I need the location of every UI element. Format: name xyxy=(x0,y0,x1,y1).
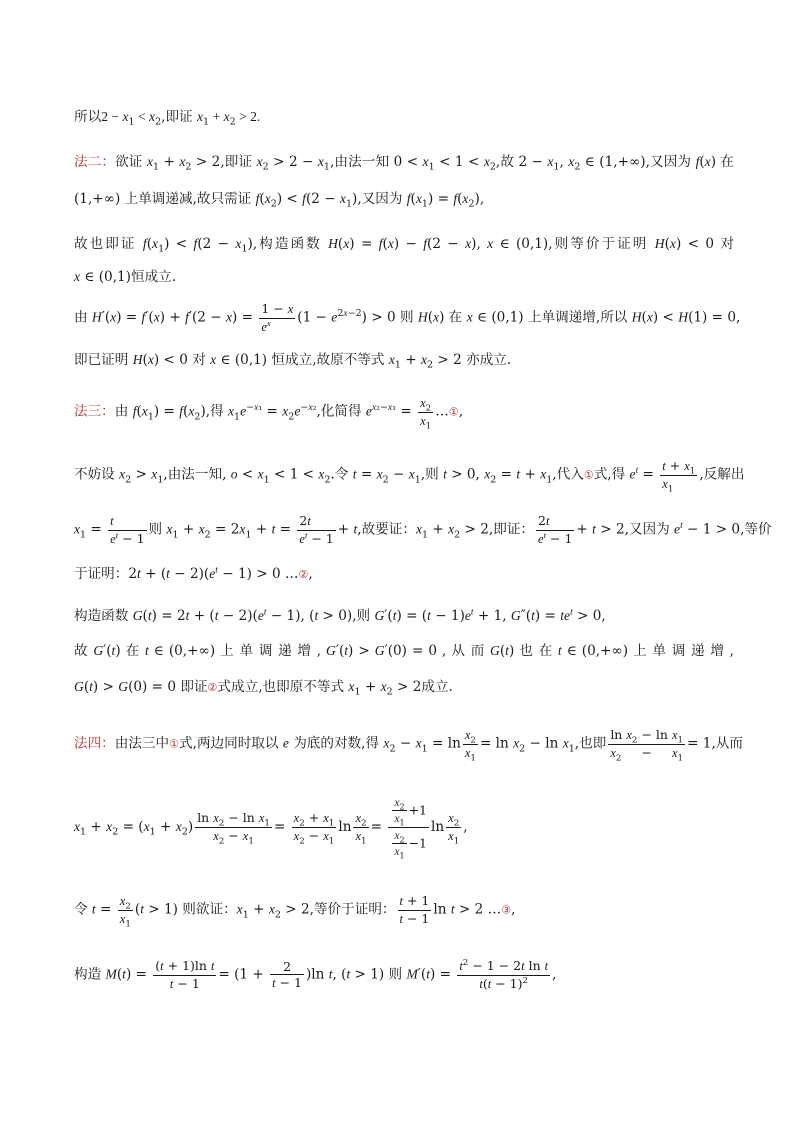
text-line-7a: 构造函数 $G(t) = 2t + (t - 2)(e^t - 1)$, (t > 0),则 $G'(t) = (t - 1)e^t + 1$, $G''(t) = te^t > 0$, xyxy=(74,607,606,624)
text-line-2a: 法二：欲证 $x_1 + x_2 > 2$,即证 $x_2 > 2 - x_1$,由法一知 $0 < x_1 < 1 < x_2$,故 $2 - x_1$, $x_2$ ∈ (1,+∞),又因为 f(x) 在 xyxy=(74,154,735,173)
text-line-3a: 故也即证 $f(x_1) < f(2 - x_1)$,构造函数 H(x) = f(x) − f(2 − x), x ∈ (0,1),则等价于证明 H(x) < 0 对 xyxy=(74,236,734,255)
fraction: $\frac{t + 1}{t - 1}$ xyxy=(399,893,430,926)
fraction: $\frac{\ln x_2 - \ln x_1}{x_2 - x_1}$ xyxy=(610,727,684,764)
text-line-1: 所以$2 - x_1 < x_2$,即证 $x_1 + x_2 > 2$. xyxy=(74,109,261,128)
fraction: $\frac{x_2}{x_1}$ xyxy=(355,811,367,847)
fraction: $\frac{x_2}{x_1}$ xyxy=(119,894,131,930)
method-two-label: 法二： xyxy=(74,154,116,170)
fraction: $\frac{x_2}{x_1}$ xyxy=(448,811,460,847)
text-line-5: 法三：由 $f(x_1) = f(x_2)$,得 $x_1e^{-x_1} = x_2e^{-x_2}$,化简得 $e^{x_2-x_1}$ = $\frac{x_2}{x_1}$ …①, xyxy=(74,396,464,432)
fraction: $\frac{x_2}{x_1}$ xyxy=(464,728,476,764)
fraction: $\frac{x_2}{x_1}$ xyxy=(420,396,432,432)
fraction: $\frac{\text{(t + 1)ln t}}{t - 1}$ xyxy=(155,958,215,991)
text-line-2b: (1,+∞) 上单调递减,故只需证 $f(x_2) < f(2 - x_1)$,又因为 $f(x_1) = f(x_2)$, xyxy=(74,191,485,210)
text-line-8: 法四：由法三中①式,两边同时取以 e 为底的对数,得 $x_2 - x_1 = \ln$ $\frac{x_2}{x_1}$ = $\ln x_2 - \ln x_1$,也即 $\frac{\ln x_2 - \ln x_1}{x_2 - x_1}$ = 1,从而 xyxy=(74,727,743,764)
method-four-label: 法四： xyxy=(74,735,115,752)
fraction: $\frac{2}{t - 1}$ xyxy=(272,958,302,991)
fraction: $\frac{t^2 - 1 - 2t \ln t}{t(t - 1)^2}$ xyxy=(459,957,549,991)
fraction: $\frac{x_2}{x_1}$ +1 $\frac{x_2}{x_1}$ −1 xyxy=(388,795,429,860)
fraction: $\frac{t}{e^t - 1}$ xyxy=(110,514,145,546)
text-line-10: 令 t = $\frac{x_2}{x_1}$ (t > 1) 则欲证：$x_1 + x_2 > 2$,等价于证明： $\frac{t + 1}{t - 1}$ ln t > 2 …③, xyxy=(74,893,516,930)
fraction: $\frac{2t}{e^t - 1}$ xyxy=(299,513,334,546)
fraction: $\frac{1 - x}{e^x}$ xyxy=(261,301,294,334)
text-line-11: 构造 M(t) = $\frac{\text{(t + 1)ln t}}{t - 1}$ = (1 + $\frac{2}{t - 1}$ )ln t, (t > 1) 则 M′(t) = $\frac{t^2 - 1 - 2t \ln t}{t(t - 1)^2}$ , xyxy=(74,957,557,991)
text-line-6a: 不妨设 $x_2 > x_1$,由法一知, $o < x_1 < 1 < x_2$.令 $t = x_2 - x_1$,则 t > 0, $x_2 = t + x_1$,代入①式,得 $e^t$ = $\frac{t + x_1}{x_1}$ ,反解出 xyxy=(74,458,745,495)
text-line-7b: 故 G′(t) 在 t ∈ (0,+∞) 上 单 调 递 增 , G′(t) > G′(0) = 0 , 从 而 G(t) 也 在 t ∈ (0,+∞) 上 单 调 递 增 , xyxy=(74,643,734,659)
fraction: $\frac{x_2 + x_1}{x_2 - x_1}$ xyxy=(293,810,335,847)
text-line-9: $x_1 + x_2 = (x_1 + x_2)$ $\frac{\ln x_2 - \ln x_1}{x_2 - x_1}$ = $\frac{x_2 + x_1}{x_2 - x_1}$ ln $\frac{x_2}{x_1}$ = $\frac{x_2}{x_1}$ +1 $\frac{x_2}{x_1}$ −1 ln $\frac{x_2}{x_1}$ , xyxy=(74,797,468,861)
fraction: $\frac{\ln x_2 - \ln x_1}{x_2 - x_1}$ xyxy=(197,810,270,847)
text-line-6b: $x_1$ = $\frac{t}{e^t - 1}$ 则 $x_1 + x_2 = 2x_1 + t$ = $\frac{2t}{e^t - 1}$ + t,故要证：$x_1 + x_2 > 2$,即证： $\frac{2t}{e^t - 1}$ + t > 2,又因为 $e^t - 1 > 0$,等价 xyxy=(74,513,772,546)
text-line-7c: G(t) > G(0) = 0 即证②式成立,也即原不等式 $x_1 + x_2 > 2$成立. xyxy=(74,679,453,698)
fraction: $\frac{2t}{e^t - 1}$ xyxy=(538,513,573,546)
text-line-4b: 即已证明 H(x) < 0 对 x ∈ (0,1) 恒成立,故原不等式 $x_1 + x_2 > 2$ 亦成立. xyxy=(74,352,512,371)
fraction: $\frac{t + x_1}{x_1}$ xyxy=(662,458,696,495)
text-line-4a: 由 H′(x) = f′(x) + f′(2 − x) = $\frac{1 - x}{e^x}$ $(1 - e^{2x-2}) > 0$ 则 H(x) 在 x ∈ (0,1) 上单调递增,所以 H(x) < H(1) = 0, xyxy=(74,301,741,334)
method-three-label: 法三： xyxy=(74,403,115,420)
text-line-3b: x ∈ (0,1)恒成立. xyxy=(74,269,177,285)
text-line-6c: 于证明：$2t + (t - 2)(e^t - 1) > 0$ …②, xyxy=(74,565,313,582)
